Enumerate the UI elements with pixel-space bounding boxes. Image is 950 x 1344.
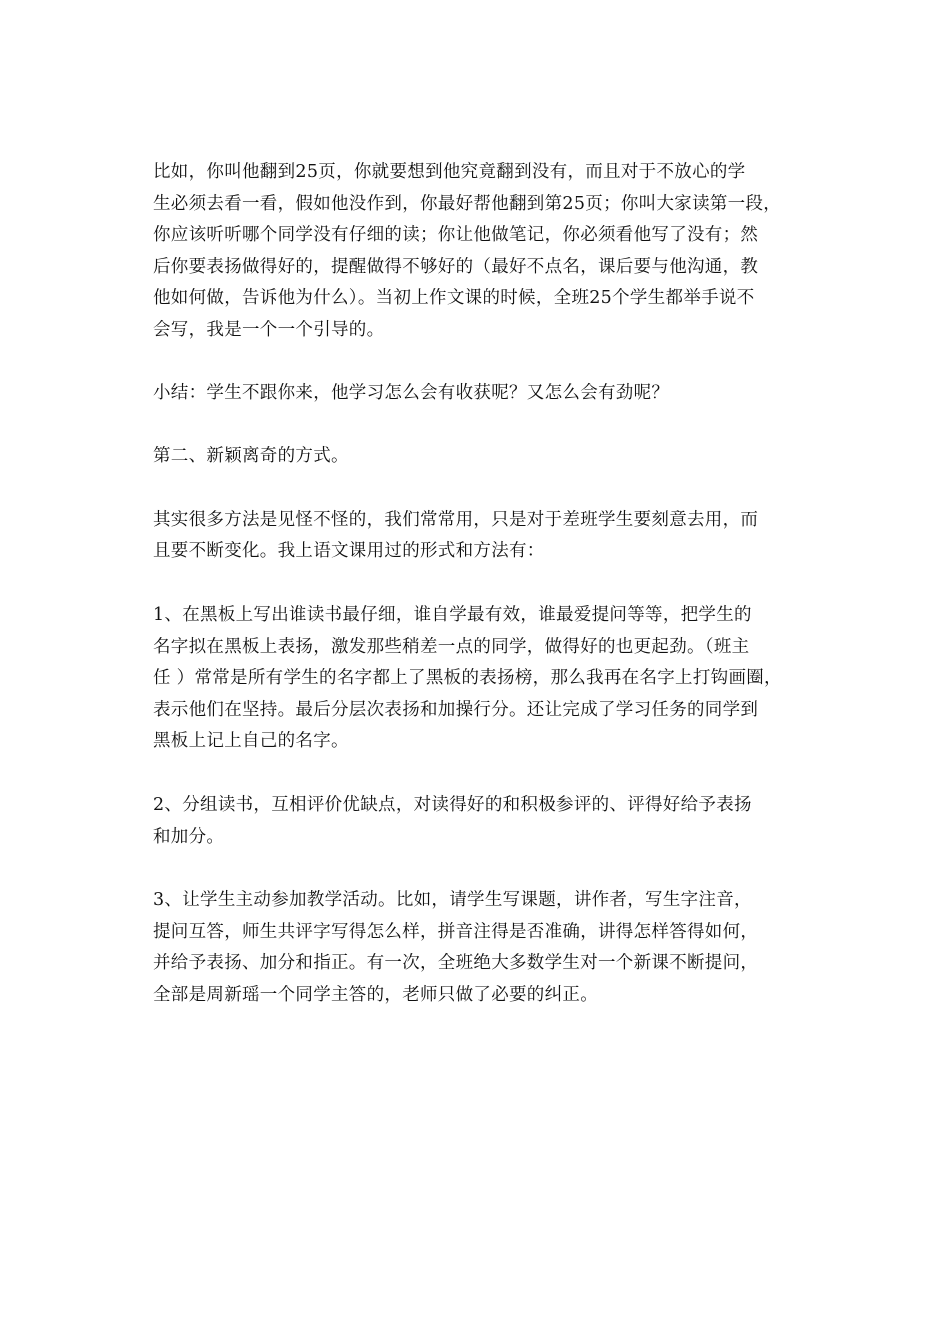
text-line: 后你要表扬做得好的，提醒做得不够好的（最好不点名，课后要与他沟通，教	[153, 256, 759, 277]
paragraph-gap	[144, 409, 824, 441]
text-line: 表示他们在坚持。最后分层次表扬和加操行分。还让完成了学习任务的同学到	[153, 699, 759, 720]
text-line: 比如，你叫他翻到25页，你就要想到他究竟翻到没有，而且对于不放心的学	[153, 162, 746, 182]
section-heading	[144, 441, 824, 473]
text-line: 1、在黑板上写出谁读书最仔细，谁自学最有效，谁最爱提问等等，把学生的	[153, 604, 752, 625]
text-line: 其实很多方法是见怪不怪的，我们常常用，只是对于差班学生要刻意去用，而	[153, 509, 759, 530]
paragraph-item-1	[144, 600, 824, 758]
paragraph-gap	[144, 853, 824, 885]
text-line: 黑板上记上自己的名字。	[153, 731, 349, 752]
text-line: 你应该听听哪个同学没有仔细的读；你让他做笔记，你必须看他写了没有；然	[153, 225, 759, 246]
paragraph-item-2	[144, 790, 824, 853]
paragraph-1	[144, 157, 824, 347]
text-line: 3、让学生主动参加教学活动。比如，请学生写课题，讲作者，写生字注音，	[153, 890, 752, 911]
document-body	[144, 157, 824, 1011]
text-line: 全部是周新瑶一个同学主答的，老师只做了必要的纠正。	[153, 984, 598, 1005]
text-line: 且要不断变化。我上语文课用过的形式和方法有：	[153, 541, 545, 562]
text-line: 提问互答，师生共评字写得怎么样，拼音注得是否准确，讲得怎样答得如何，	[153, 921, 759, 942]
text-line: 会写，我是一个一个引导的。	[153, 319, 385, 340]
paragraph-item-3	[144, 885, 824, 1011]
text-line: 名字拟在黑板上表扬，激发那些稍差一点的同学，做得好的也更起劲。（班主	[153, 636, 750, 657]
text-line: 并给予表扬、加分和指正。有一次，全班绝大多数学生对一个新课不断提问，	[153, 953, 759, 974]
paragraph-gap	[144, 473, 824, 505]
paragraph-gap	[144, 568, 824, 600]
text-line: 任 ）常常是所有学生的名字都上了黑板的表扬榜，那么我再在名字上打钩画圈，	[153, 668, 782, 689]
text-line: 和加分。	[153, 826, 225, 847]
text-line: 他如何做，告诉他为什么）。当初上作文课的时候，全班25个学生都举手说不	[153, 288, 755, 309]
paragraph-intro	[144, 505, 824, 568]
text-line: 生必须去看一看，假如他没作到，你最好帮他翻到第25页；你叫大家读第一段，	[153, 193, 782, 214]
text-line: 2、分组读书，互相评价优缺点，对读得好的和积极参评的、评得好给予表扬	[153, 794, 752, 815]
text-line: 第二、新颖离奇的方式。	[153, 446, 349, 467]
text-line: 小结：学生不跟你来，他学习怎么会有收获呢？又怎么会有劲呢？	[153, 382, 670, 403]
paragraph-gap	[144, 347, 824, 378]
paragraph-summary	[144, 378, 824, 410]
paragraph-gap	[144, 758, 824, 790]
